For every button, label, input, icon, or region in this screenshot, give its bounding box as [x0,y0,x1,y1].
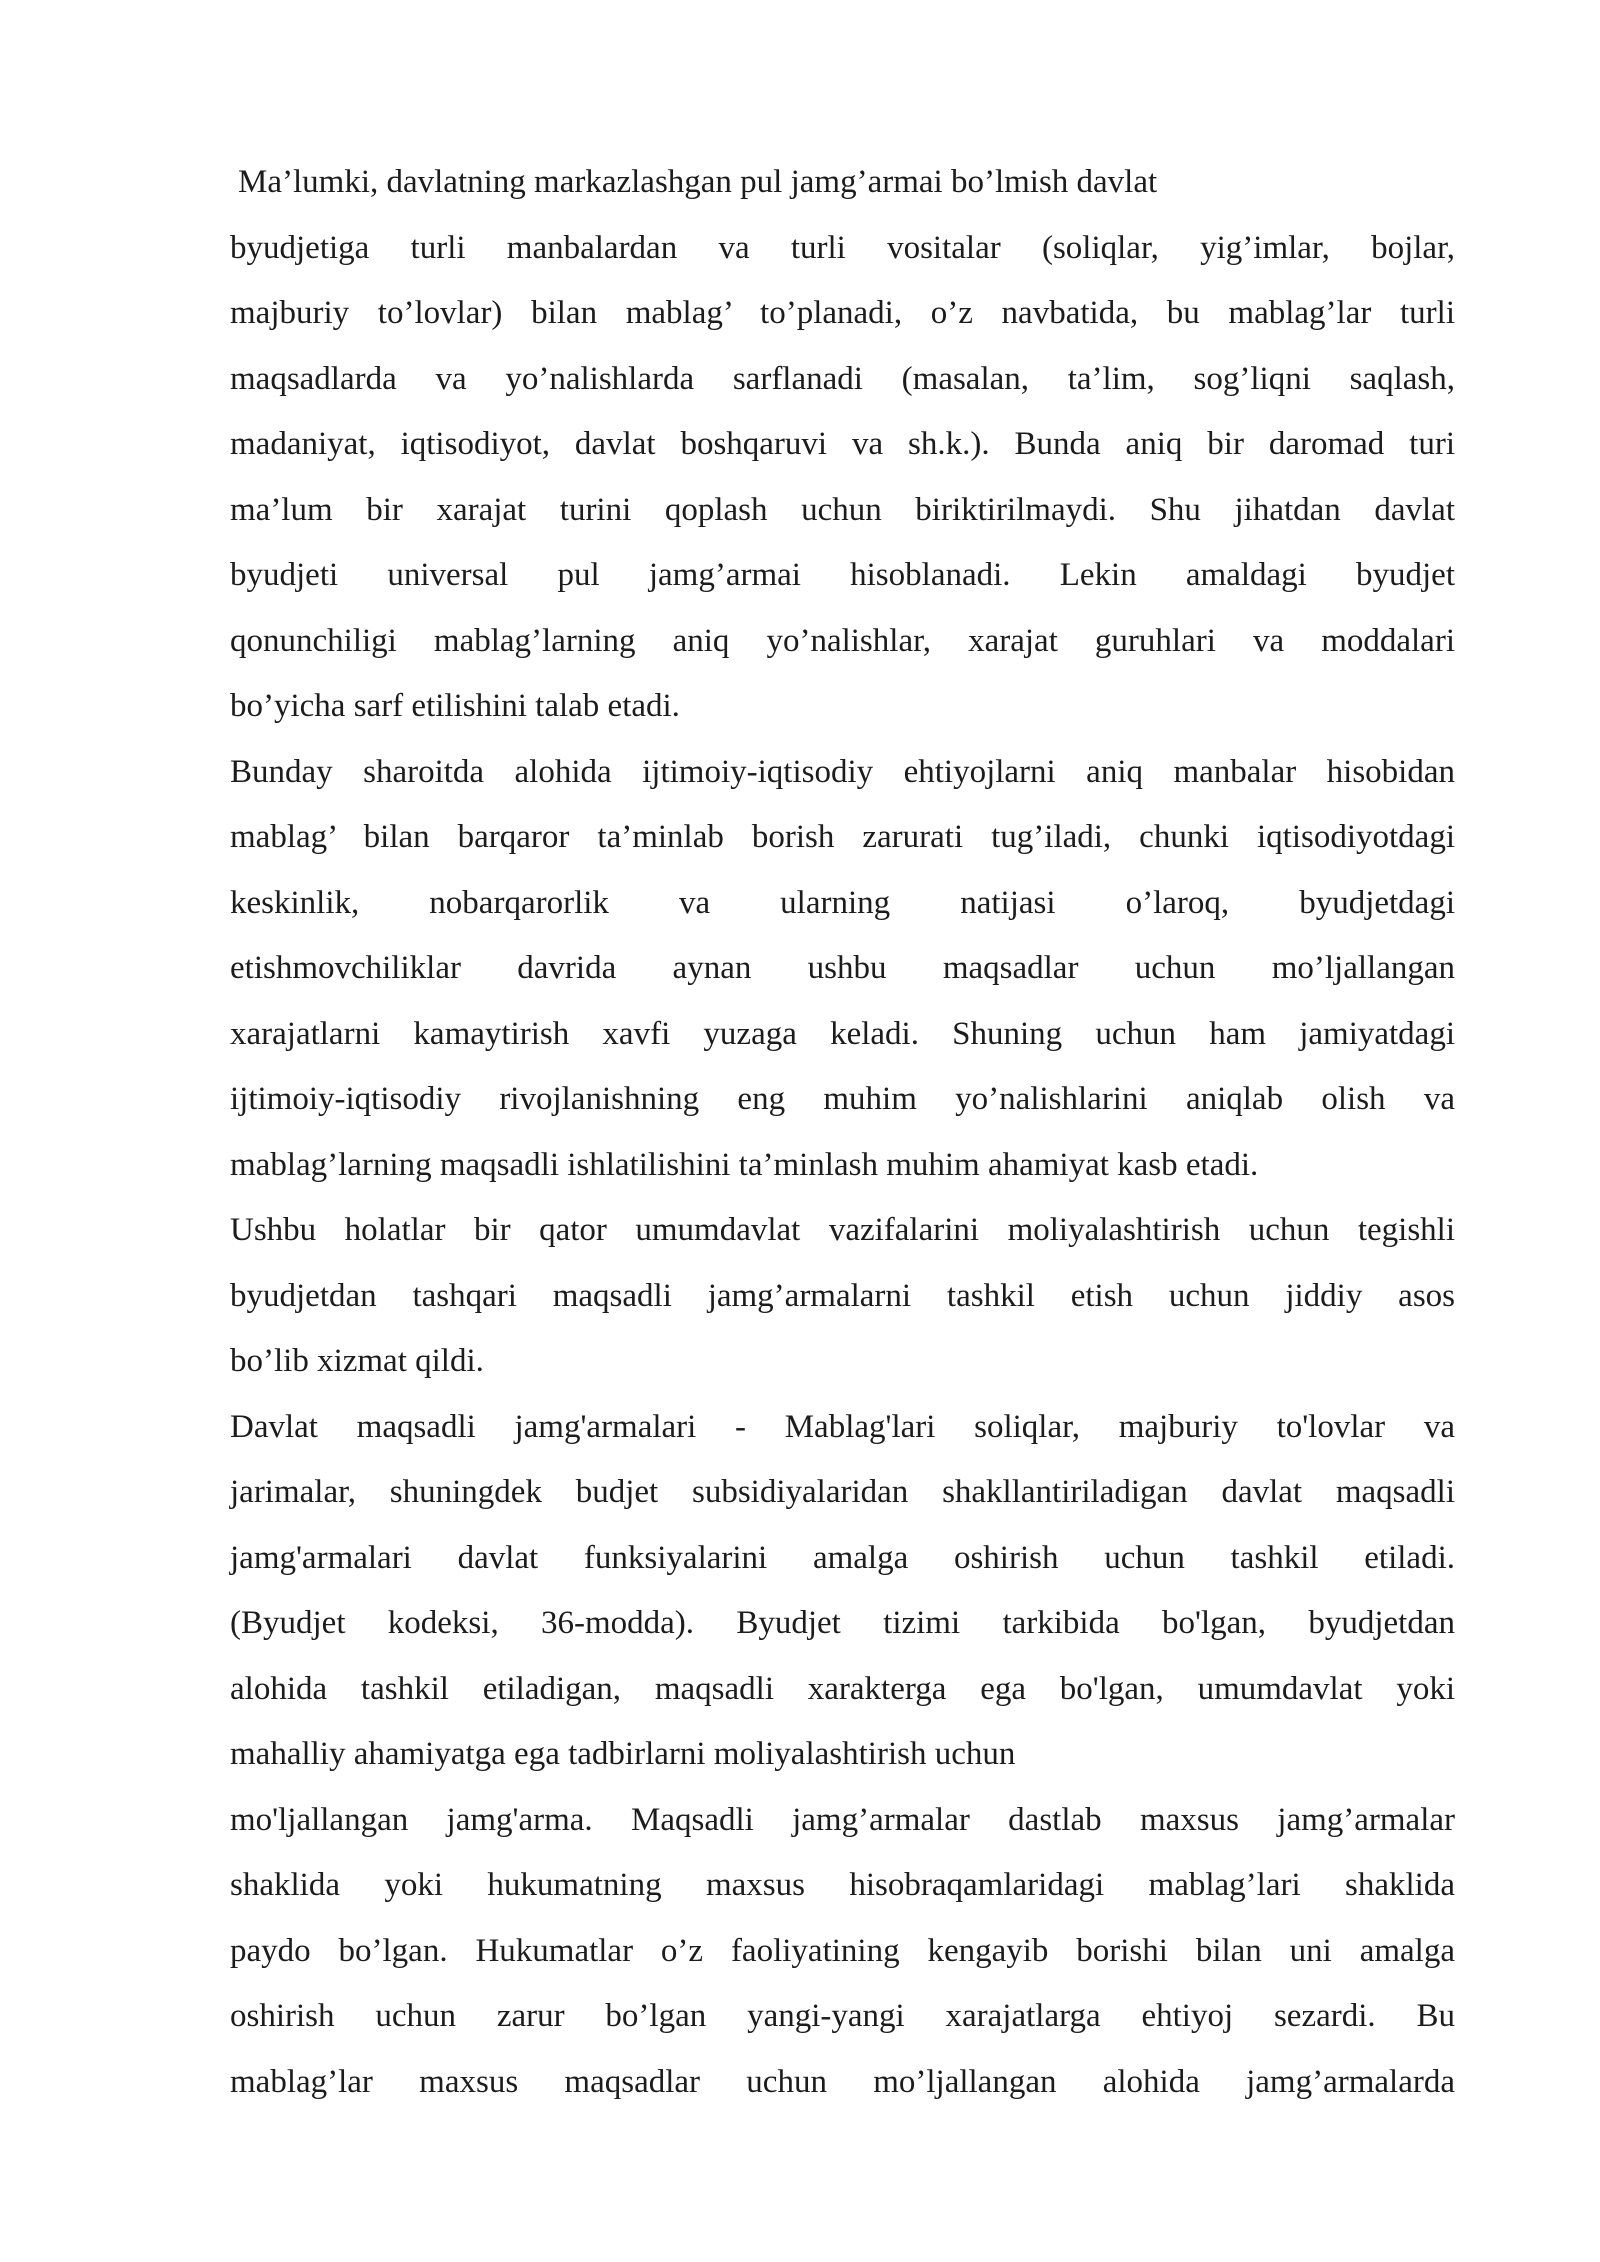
text-line: mahalliy ahamiyatga ega tadbirlarni moliyalashtirish uchun [230,1736,1016,1772]
text-line: shaklida yoki hukumatning maxsus hisobraqamlaridagi mablag’lari shaklida [230,1867,1455,1903]
text-line: jarimalar, shuningdek budjet subsidiyalaridan shakllantiriladigan davlat maqsadli [230,1474,1455,1510]
document-page [230,150,1455,2115]
text-line: oshirish uchun zarur bo’lgan yangi-yangi xarajatlarga ehtiyoj sezardi. Bu [230,1998,1455,2034]
text-line: byudjetdan tashqari maqsadli jamg’armalarni tashkil etish uchun jiddiy asos [230,1277,1455,1314]
text-line: ijtimoiy-iqtisodiy rivojlanishning eng muhim yo’nalishlarini aniqlab olish va [230,1081,1455,1117]
text-line: mablag’lar maxsus maqsadlar uchun mo’ljallangan alohida jamg’armalarda [230,2063,1455,2100]
text-line: ma’lum bir xarajat turini qoplash uchun biriktirilmaydi. Shu jihatdan davlat [230,491,1455,528]
text-line: byudjeti universal pul jamg’armai hisoblanadi. Lekin amaldagi byudjet [230,557,1455,593]
text-line: alohida tashkil etiladigan, maqsadli xarakterga ega bo'lgan, umumdavlat yoki [230,1670,1455,1707]
text-line: jamg'armalari davlat funksiyalarini amalga oshirish uchun tashkil etiladi. [230,1539,1455,1576]
text-line: mo'ljallangan jamg'arma. Maqsadli jamg’armalar dastlab maxsus jamg’armalar [230,1801,1455,1838]
text-line: Ushbu holatlar bir qator umumdavlat vazifalarini moliyalashtirish uchun tegishli [230,1212,1455,1248]
text-line: mablag’ bilan barqaror ta’minlab borish zarurati tug’iladi, chunki iqtisodiyotdagi [230,819,1455,855]
text-line: mablag’larning maqsadli ishlatilishini ta’minlash muhim ahamiyat kasb etadi. [230,1146,1259,1183]
text-line: byudjetiga turli manbalardan va turli vositalar (soliqlar, yig’imlar, bojlar, [230,229,1455,266]
text-line: paydo bo’lgan. Hukumatlar o’z faoliyatining kengayib borishi bilan uni amalga [230,1932,1455,1969]
text-line: majburiy to’lovlar) bilan mablag’ to’planadi, o’z navbatida, bu mablag’lar turli [230,295,1455,331]
text-line: bo’lib xizmat qildi. [230,1343,484,1379]
text-line: keskinlik, nobarqarorlik va ularning natijasi o’laroq, byudjetdagi [230,884,1455,921]
text-line: bo’yicha sarf etilishini talab etadi. [230,688,680,724]
text-line: Ma’lumki, davlatning markazlashgan pul jamg’armai bo’lmish davlat [238,164,1158,200]
text-line: qonunchiligi mablag’larning aniq yo’nalishlar, xarajat guruhlari va moddalari [230,622,1455,659]
text-line: maqsadlarda va yo’nalishlarda sarflanadi (masalan, ta’lim, sog’liqni saqlash, [230,360,1455,397]
text-line: xarajatlarni kamaytirish xavfi yuzaga keladi. Shuning uchun ham jamiyatdagi [230,1015,1455,1052]
text-line: etishmovchiliklar davrida aynan ushbu maqsadlar uchun mo’ljallangan [230,950,1455,986]
text-line: Davlat maqsadli jamg'armalari - Mablag'lari soliqlar, majburiy to'lovlar va [230,1408,1455,1445]
text-line: madaniyat, iqtisodiyot, davlat boshqaruvi va sh.k.). Bunda aniq bir daromad turi [230,426,1455,462]
text-line: Bunday sharoitda alohida ijtimoiy-iqtisodiy ehtiyojlarni aniq manbalar hisobidan [230,753,1455,790]
text-line: (Byudjet kodeksi, 36-modda). Byudjet tizimi tarkibida bo'lgan, byudjetdan [230,1605,1455,1641]
